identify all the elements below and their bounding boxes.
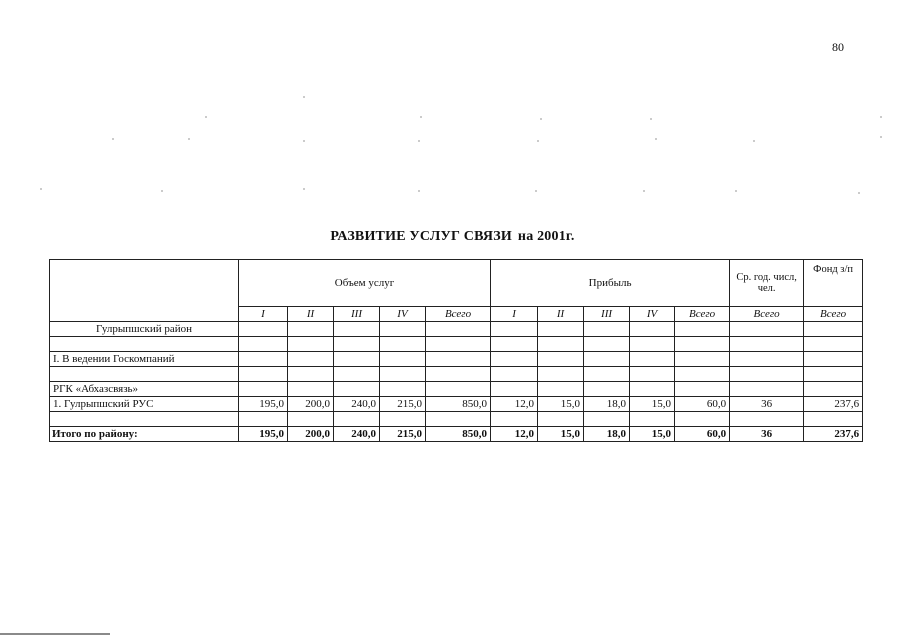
avg-staff-header: Ср. год. числ, чел.	[730, 260, 804, 307]
value-cell	[426, 412, 491, 427]
row-label: 1. Гулрыпшский РУС	[50, 397, 239, 412]
profit-group-header: Прибыль	[491, 260, 730, 307]
value-cell	[334, 322, 380, 337]
value-cell: 200,0	[288, 397, 334, 412]
value-cell: 240,0	[334, 397, 380, 412]
value-cell	[730, 352, 804, 367]
row-label: РГК «Абхазсвязь»	[50, 382, 239, 397]
table-row	[50, 337, 863, 352]
value-cell: 15,0	[630, 397, 675, 412]
value-cell	[584, 367, 630, 382]
scan-speck	[650, 118, 652, 120]
scan-speck	[540, 118, 542, 120]
value-cell	[334, 382, 380, 397]
value-cell	[538, 382, 584, 397]
scan-speck	[420, 116, 422, 118]
value-cell	[380, 412, 426, 427]
scan-speck	[418, 190, 420, 192]
value-cell	[630, 337, 675, 352]
subheader-cell: III	[584, 307, 630, 322]
scan-speck	[205, 116, 207, 118]
scan-speck	[418, 140, 420, 142]
scan-speck	[112, 138, 114, 140]
value-cell	[239, 382, 288, 397]
scan-edge-line	[0, 633, 110, 635]
scan-speck	[735, 190, 737, 192]
value-cell: 237,6	[804, 427, 863, 442]
value-cell: 12,0	[491, 397, 538, 412]
table-row	[50, 382, 863, 397]
subheader-cell: Всего	[675, 307, 730, 322]
value-cell	[584, 322, 630, 337]
table-row	[50, 367, 863, 382]
value-cell: 195,0	[239, 427, 288, 442]
value-cell	[491, 322, 538, 337]
value-cell: 240,0	[334, 427, 380, 442]
value-cell	[426, 367, 491, 382]
value-cell	[538, 352, 584, 367]
scan-speck	[880, 116, 882, 118]
scan-speck	[161, 190, 163, 192]
value-cell: 195,0	[239, 397, 288, 412]
row-label: I. В ведении Госкомпаний	[50, 352, 239, 367]
value-cell	[288, 322, 334, 337]
scan-speck	[188, 138, 190, 140]
scan-speck	[880, 136, 882, 138]
table-row	[50, 352, 863, 367]
value-cell	[491, 367, 538, 382]
value-cell: 60,0	[675, 397, 730, 412]
value-cell: 12,0	[491, 427, 538, 442]
value-cell: 36	[730, 427, 804, 442]
subheader-cell: II	[538, 307, 584, 322]
row-label	[50, 337, 239, 352]
value-cell: 18,0	[584, 397, 630, 412]
value-cell	[730, 337, 804, 352]
value-cell	[491, 352, 538, 367]
value-cell: 36	[730, 397, 804, 412]
row-label: Гулрыпшский район	[50, 322, 239, 337]
value-cell	[804, 382, 863, 397]
value-cell	[630, 322, 675, 337]
value-cell	[584, 352, 630, 367]
value-cell	[630, 367, 675, 382]
title-year: на 2001г.	[517, 229, 575, 244]
value-cell	[288, 367, 334, 382]
value-cell	[288, 412, 334, 427]
group-header-row	[50, 260, 863, 307]
value-cell	[804, 352, 863, 367]
scan-speck	[858, 192, 860, 194]
value-cell: 215,0	[380, 427, 426, 442]
table-row	[50, 412, 863, 427]
value-cell	[675, 322, 730, 337]
value-cell	[491, 382, 538, 397]
subheader-cell: Всего	[730, 307, 804, 322]
scan-speck	[303, 188, 305, 190]
subheader-cell: III	[334, 307, 380, 322]
subheader-cell: II	[288, 307, 334, 322]
value-cell	[288, 382, 334, 397]
value-cell	[380, 337, 426, 352]
row-label	[50, 367, 239, 382]
value-cell	[630, 382, 675, 397]
value-cell	[804, 337, 863, 352]
table-body	[50, 322, 863, 442]
row-label: Итого по району:	[50, 427, 239, 442]
label-header-cell	[50, 260, 239, 322]
scan-speck	[303, 140, 305, 142]
value-cell	[426, 382, 491, 397]
value-cell	[804, 412, 863, 427]
value-cell	[380, 352, 426, 367]
value-cell	[239, 352, 288, 367]
scan-speck	[655, 138, 657, 140]
value-cell	[426, 322, 491, 337]
value-cell	[584, 412, 630, 427]
scan-speck	[303, 96, 305, 98]
value-cell: 15,0	[630, 427, 675, 442]
value-cell	[288, 337, 334, 352]
value-cell	[491, 412, 538, 427]
scan-speck	[537, 140, 539, 142]
value-cell	[538, 337, 584, 352]
subheader-cell: Всего	[804, 307, 863, 322]
value-cell	[675, 412, 730, 427]
value-cell: 200,0	[288, 427, 334, 442]
scan-speck	[753, 140, 755, 142]
value-cell: 15,0	[538, 427, 584, 442]
value-cell	[491, 337, 538, 352]
value-cell	[730, 322, 804, 337]
value-cell	[538, 367, 584, 382]
value-cell	[426, 337, 491, 352]
value-cell	[426, 352, 491, 367]
value-cell	[239, 337, 288, 352]
value-cell	[288, 352, 334, 367]
value-cell: 18,0	[584, 427, 630, 442]
value-cell	[380, 382, 426, 397]
value-cell	[675, 367, 730, 382]
value-cell	[730, 382, 804, 397]
value-cell	[334, 367, 380, 382]
value-cell	[804, 367, 863, 382]
value-cell	[239, 322, 288, 337]
value-cell	[584, 337, 630, 352]
volume-group-header: Объем услуг	[239, 260, 491, 307]
value-cell	[630, 352, 675, 367]
value-cell	[239, 367, 288, 382]
subheader-cell: IV	[630, 307, 675, 322]
value-cell	[538, 322, 584, 337]
page-number: 80	[832, 40, 844, 54]
value-cell	[804, 322, 863, 337]
value-cell	[334, 352, 380, 367]
table-row	[50, 427, 863, 442]
value-cell	[630, 412, 675, 427]
value-cell	[380, 367, 426, 382]
wage-fund-header: Фонд з/п	[804, 260, 863, 307]
value-cell	[538, 412, 584, 427]
row-label	[50, 412, 239, 427]
value-cell	[730, 412, 804, 427]
value-cell	[675, 382, 730, 397]
subheader-cell: IV	[380, 307, 426, 322]
subheader-cell: I	[239, 307, 288, 322]
value-cell: 15,0	[538, 397, 584, 412]
value-cell	[730, 367, 804, 382]
value-cell	[584, 382, 630, 397]
title-main: РАЗВИТИЕ УСЛУГ СВЯЗИ	[330, 229, 512, 244]
table-row	[50, 397, 863, 412]
subheader-cell: Всего	[426, 307, 491, 322]
value-cell: 60,0	[675, 427, 730, 442]
value-cell	[239, 412, 288, 427]
scan-speck	[40, 188, 42, 190]
value-cell: 850,0	[426, 427, 491, 442]
scan-speck	[535, 190, 537, 192]
value-cell	[334, 412, 380, 427]
value-cell: 850,0	[426, 397, 491, 412]
value-cell	[380, 322, 426, 337]
value-cell	[334, 337, 380, 352]
table-row	[50, 322, 863, 337]
value-cell	[675, 337, 730, 352]
scan-speck	[643, 190, 645, 192]
services-table	[49, 259, 863, 442]
document-title	[0, 229, 905, 245]
value-cell: 215,0	[380, 397, 426, 412]
value-cell: 237,6	[804, 397, 863, 412]
value-cell	[675, 352, 730, 367]
subheader-cell: I	[491, 307, 538, 322]
